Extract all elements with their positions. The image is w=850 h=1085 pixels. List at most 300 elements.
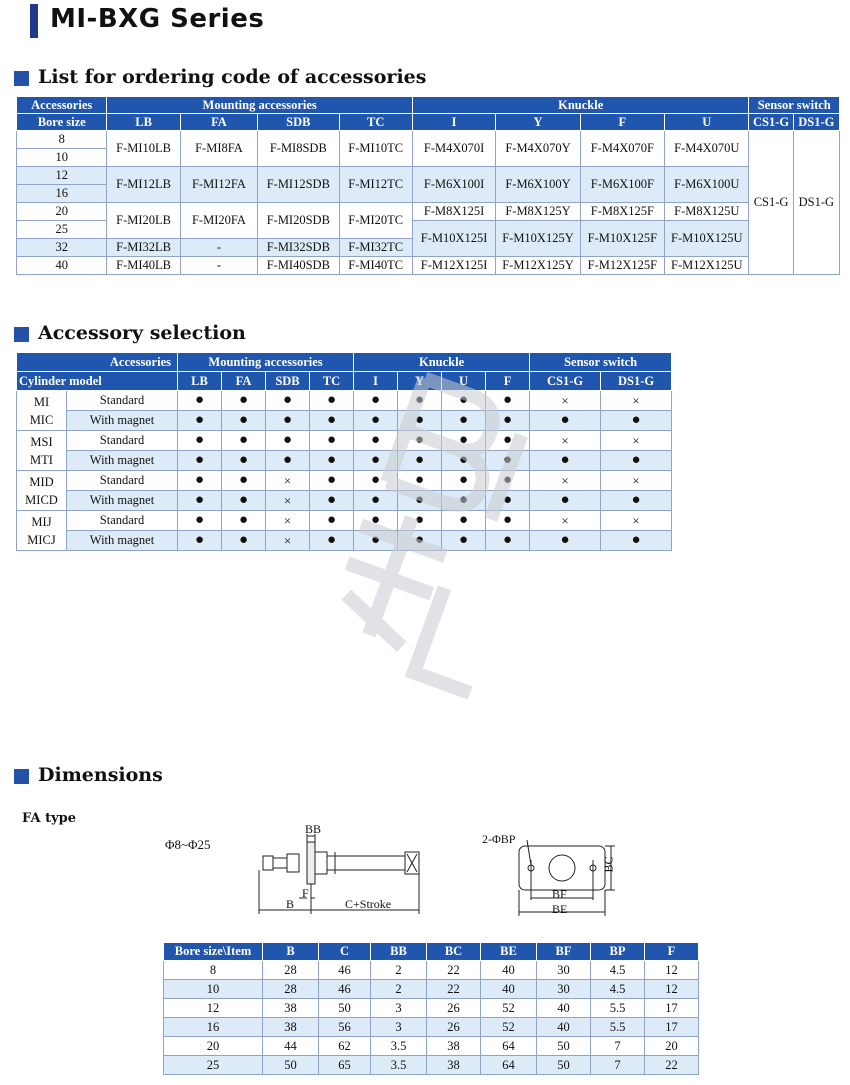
availability-cell [442, 511, 486, 531]
dimensions-table [163, 942, 699, 1075]
bore-cell: 16 [164, 1018, 263, 1037]
code-cell: F-MI40SDB [258, 257, 339, 275]
availability-cell [486, 391, 530, 411]
available-dot-icon: ● [326, 532, 337, 548]
availability-cell [222, 431, 266, 451]
dimension-cell: 12 [645, 961, 699, 980]
variant-cell: Standard [67, 511, 178, 531]
available-dot-icon: ● [631, 532, 641, 548]
available-dot-icon: ● [459, 392, 469, 408]
availability-cell [310, 471, 354, 491]
dimension-cell: 5.5 [591, 1018, 645, 1037]
available-dot-icon: ● [194, 412, 205, 428]
availability-cell [530, 491, 601, 511]
unavailable-cross-icon: × [283, 472, 292, 488]
bore-cell: 10 [164, 980, 263, 999]
availability-cell [530, 471, 601, 491]
cylinder-model-cell [17, 511, 67, 551]
availability-cell [354, 471, 398, 491]
col-header: B [263, 943, 319, 961]
available-dot-icon: ● [459, 452, 469, 468]
dimension-cell: 56 [319, 1018, 371, 1037]
series-header [0, 0, 850, 40]
accessory-selection-table [16, 352, 672, 551]
availability-cell [354, 431, 398, 451]
ordering-code-table [16, 96, 840, 275]
availability-cell [354, 411, 398, 431]
code-cell: F-M6X100Y [496, 167, 580, 203]
code-cell: F-MI40LB [107, 257, 180, 275]
available-dot-icon: ● [326, 432, 337, 448]
dimension-cell: 30 [537, 980, 591, 999]
dimension-cell: 3.5 [371, 1056, 427, 1075]
code-cell: F-M4X070Y [496, 131, 580, 167]
section-square-icon [14, 769, 29, 784]
col-header: BP [591, 943, 645, 961]
code-cell: F-M4X070I [412, 131, 495, 167]
availability-cell [601, 471, 672, 491]
availability-cell [178, 471, 222, 491]
col-header: TC [310, 372, 354, 391]
col-header: TC [339, 114, 412, 131]
availability-cell [442, 451, 486, 471]
code-cell: F-MI20LB [107, 203, 180, 239]
code-cell: F-M8X125U [665, 203, 749, 221]
availability-cell [178, 491, 222, 511]
available-dot-icon: ● [371, 492, 381, 508]
availability-cell [178, 411, 222, 431]
available-dot-icon: ● [459, 432, 469, 448]
available-dot-icon: ● [238, 392, 249, 408]
availability-cell [354, 451, 398, 471]
available-dot-icon: ● [631, 412, 641, 428]
available-dot-icon: ● [415, 392, 425, 408]
available-dot-icon: ● [415, 512, 425, 528]
dim-be-label: BE [552, 902, 568, 916]
available-dot-icon: ● [459, 492, 469, 508]
dimension-cell: 28 [263, 961, 319, 980]
availability-cell [266, 411, 310, 431]
dimension-cell: 52 [481, 1018, 537, 1037]
availability-cell [310, 391, 354, 411]
availability-cell [530, 451, 601, 471]
available-dot-icon: ● [238, 532, 249, 548]
model-line: MIJ [31, 514, 52, 529]
available-dot-icon: ● [238, 432, 249, 448]
dimension-cell: 50 [537, 1056, 591, 1075]
dimension-cell: 38 [427, 1056, 481, 1075]
available-dot-icon: ● [326, 472, 337, 488]
fa-type-label: FA type [22, 811, 76, 826]
bore-cell: 40 [17, 257, 107, 275]
code-cell: F-M6X100I [412, 167, 495, 203]
available-dot-icon: ● [459, 512, 469, 528]
dimension-cell: 50 [537, 1037, 591, 1056]
bore-cell: 20 [17, 203, 107, 221]
code-cell: F-MI40TC [339, 257, 412, 275]
col-header: F [645, 943, 699, 961]
section-square-icon [14, 71, 29, 86]
table-row [17, 411, 672, 431]
dimension-cell: 52 [481, 999, 537, 1018]
col-header: I [354, 372, 398, 391]
corner-bore-size: Bore size [17, 114, 107, 131]
available-dot-icon: ● [238, 512, 249, 528]
available-dot-icon: ● [371, 452, 381, 468]
title-accent-bar [30, 4, 38, 38]
code-cell: F-M12X125I [412, 257, 495, 275]
code-cell: F-MI12FA [180, 167, 257, 203]
dimension-cell: 3 [371, 1018, 427, 1037]
available-dot-icon: ● [503, 532, 513, 548]
available-dot-icon: ● [282, 452, 293, 468]
dimension-cell: 20 [645, 1037, 699, 1056]
dimension-cell: 46 [319, 980, 371, 999]
dimension-cell: 40 [537, 1018, 591, 1037]
code-cell: F-M8X125Y [496, 203, 580, 221]
table-row [17, 391, 672, 411]
available-dot-icon: ● [238, 472, 249, 488]
dimension-cell: 26 [427, 999, 481, 1018]
col-header: BE [481, 943, 537, 961]
available-dot-icon: ● [459, 472, 469, 488]
bore-cell: 12 [164, 999, 263, 1018]
availability-cell [442, 391, 486, 411]
page-title: MI-BXG Series [50, 4, 265, 34]
bore-cell: 20 [164, 1037, 263, 1056]
available-dot-icon: ● [194, 452, 205, 468]
dimension-cell: 50 [263, 1056, 319, 1075]
col-header: BF [537, 943, 591, 961]
bore-cell: 10 [17, 149, 107, 167]
model-line: MICJ [27, 532, 56, 547]
availability-cell [442, 411, 486, 431]
availability-cell [486, 531, 530, 551]
dimension-cell: 38 [427, 1037, 481, 1056]
variant-cell: With magnet [67, 531, 178, 551]
available-dot-icon: ● [238, 452, 249, 468]
availability-cell [398, 491, 442, 511]
availability-cell [178, 431, 222, 451]
available-dot-icon: ● [326, 392, 337, 408]
availability-cell [486, 431, 530, 451]
available-dot-icon: ● [503, 492, 513, 508]
available-dot-icon: ● [415, 472, 425, 488]
dimension-cell: 28 [263, 980, 319, 999]
available-dot-icon: ● [282, 392, 293, 408]
col-header: I [412, 114, 495, 131]
available-dot-icon: ● [503, 392, 513, 408]
availability-cell [601, 511, 672, 531]
model-line: MID [29, 474, 54, 489]
available-dot-icon: ● [194, 392, 205, 408]
availability-cell [266, 511, 310, 531]
available-dot-icon: ● [371, 432, 381, 448]
cylinder-model-cell [17, 391, 67, 431]
availability-cell [442, 491, 486, 511]
col-header: SDB [266, 372, 310, 391]
available-dot-icon: ● [415, 532, 425, 548]
group-knuckle: Knuckle [412, 97, 749, 114]
table-row [164, 1056, 699, 1075]
availability-cell [398, 451, 442, 471]
available-dot-icon: ● [560, 452, 570, 468]
unavailable-cross-icon: × [283, 492, 292, 508]
available-dot-icon: ● [415, 452, 425, 468]
code-cell: F-MI10LB [107, 131, 180, 167]
code-cell: - [180, 257, 257, 275]
bore-cell: 25 [164, 1056, 263, 1075]
dimension-cell: 64 [481, 1037, 537, 1056]
available-dot-icon: ● [326, 452, 337, 468]
dimension-cell: 44 [263, 1037, 319, 1056]
code-cell: F-MI8SDB [258, 131, 339, 167]
bore-cell: 8 [17, 131, 107, 149]
dimension-cell: 38 [263, 1018, 319, 1037]
col-header: DS1-G [601, 372, 672, 391]
availability-cell [398, 431, 442, 451]
table-row [17, 431, 672, 451]
availability-cell [601, 431, 672, 451]
availability-cell [398, 411, 442, 431]
col-header: U [442, 372, 486, 391]
availability-cell [398, 471, 442, 491]
available-dot-icon: ● [326, 512, 337, 528]
availability-cell [601, 411, 672, 431]
available-dot-icon: ● [415, 492, 425, 508]
sensor-cell: CS1-G [749, 131, 793, 275]
code-cell: F-MI12SDB [258, 167, 339, 203]
available-dot-icon: ● [503, 512, 513, 528]
group-knuckle: Knuckle [354, 353, 530, 372]
availability-cell [178, 451, 222, 471]
bore-cell: 25 [17, 221, 107, 239]
model-line: MIC [29, 412, 54, 427]
availability-cell [601, 491, 672, 511]
dimension-cell: 65 [319, 1056, 371, 1075]
available-dot-icon: ● [371, 512, 381, 528]
unavailable-cross-icon: × [632, 392, 640, 408]
model-line: MI [33, 394, 50, 409]
available-dot-icon: ● [459, 412, 469, 428]
available-dot-icon: ● [503, 452, 513, 468]
model-line: MICD [25, 492, 58, 507]
code-cell: F-MI20TC [339, 203, 412, 239]
availability-cell [354, 491, 398, 511]
available-dot-icon: ● [282, 412, 293, 428]
code-cell: F-M10X125U [665, 221, 749, 257]
unavailable-cross-icon: × [283, 512, 292, 528]
availability-cell [398, 391, 442, 411]
availability-cell [310, 491, 354, 511]
availability-cell [266, 491, 310, 511]
code-cell: F-M12X125F [580, 257, 664, 275]
availability-cell [530, 531, 601, 551]
unavailable-cross-icon: × [561, 432, 569, 448]
available-dot-icon: ● [194, 492, 205, 508]
code-cell: F-MI20FA [180, 203, 257, 239]
available-dot-icon: ● [503, 412, 513, 428]
col-header: CS1-G [530, 372, 601, 391]
availability-cell [601, 391, 672, 411]
dimension-cell: 3 [371, 999, 427, 1018]
available-dot-icon: ● [459, 532, 469, 548]
col-header: DS1-G [793, 114, 839, 131]
code-cell: F-MI32SDB [258, 239, 339, 257]
dimension-cell: 2 [371, 961, 427, 980]
bore-cell: 8 [164, 961, 263, 980]
section-dimensions-title: Dimensions [38, 764, 163, 786]
code-cell: - [180, 239, 257, 257]
variant-cell: Standard [67, 431, 178, 451]
availability-cell [442, 431, 486, 451]
corner-accessories: Accessories [17, 97, 107, 114]
availability-cell [530, 391, 601, 411]
dimension-cell: 38 [263, 999, 319, 1018]
availability-cell [601, 531, 672, 551]
code-cell: F-MI12TC [339, 167, 412, 203]
availability-cell [486, 491, 530, 511]
code-cell: F-MI32TC [339, 239, 412, 257]
availability-cell [178, 511, 222, 531]
dimension-cell: 12 [645, 980, 699, 999]
table-row [164, 1037, 699, 1056]
table-row [17, 451, 672, 471]
available-dot-icon: ● [194, 472, 205, 488]
table-row [164, 961, 699, 980]
bore-range-label: Φ8~Φ25 [165, 837, 211, 852]
dimension-cell: 62 [319, 1037, 371, 1056]
dimension-cell: 40 [481, 961, 537, 980]
group-sensor-switch: Sensor switch [530, 353, 672, 372]
availability-cell [398, 511, 442, 531]
available-dot-icon: ● [194, 432, 205, 448]
dim-c-stroke-label: C+Stroke [345, 897, 392, 911]
unavailable-cross-icon: × [632, 472, 640, 488]
variant-cell: With magnet [67, 491, 178, 511]
available-dot-icon: ● [194, 532, 205, 548]
available-dot-icon: ● [282, 432, 293, 448]
col-header: BB [371, 943, 427, 961]
availability-cell [310, 531, 354, 551]
availability-cell [222, 451, 266, 471]
col-header: F [580, 114, 664, 131]
available-dot-icon: ● [371, 472, 381, 488]
dimension-cell: 22 [427, 980, 481, 999]
availability-cell [601, 451, 672, 471]
variant-cell: With magnet [67, 411, 178, 431]
col-header: SDB [258, 114, 339, 131]
code-cell: F-MI8FA [180, 131, 257, 167]
dimension-cell: 2 [371, 980, 427, 999]
dimension-cell: 3.5 [371, 1037, 427, 1056]
availability-cell [178, 391, 222, 411]
availability-cell [530, 511, 601, 531]
available-dot-icon: ● [371, 532, 381, 548]
availability-cell [222, 531, 266, 551]
dimension-cell: 46 [319, 961, 371, 980]
available-dot-icon: ● [560, 532, 570, 548]
availability-cell [222, 491, 266, 511]
dimension-cell: 5.5 [591, 999, 645, 1018]
dimension-cell: 17 [645, 999, 699, 1018]
section-selection-title: Accessory selection [38, 322, 246, 344]
available-dot-icon: ● [631, 492, 641, 508]
code-cell: F-M4X070F [580, 131, 664, 167]
availability-cell [222, 511, 266, 531]
available-dot-icon: ● [194, 512, 205, 528]
col-header: C [319, 943, 371, 961]
available-dot-icon: ● [326, 492, 337, 508]
table-row [164, 999, 699, 1018]
dimension-cell: 30 [537, 961, 591, 980]
unavailable-cross-icon: × [632, 512, 640, 528]
dim-b-label: B [286, 897, 295, 911]
code-cell: F-M12X125Y [496, 257, 580, 275]
availability-cell [310, 411, 354, 431]
dim-bb-label: BB [305, 822, 322, 836]
availability-cell [530, 411, 601, 431]
col-header: F [486, 372, 530, 391]
available-dot-icon: ● [560, 492, 570, 508]
availability-cell [486, 511, 530, 531]
available-dot-icon: ● [631, 452, 641, 468]
availability-cell [530, 431, 601, 451]
availability-cell [398, 531, 442, 551]
available-dot-icon: ● [503, 432, 513, 448]
code-cell: F-MI32LB [107, 239, 180, 257]
dim-f-label: F [302, 886, 309, 900]
availability-cell [310, 451, 354, 471]
code-cell: F-M6X100F [580, 167, 664, 203]
available-dot-icon: ● [371, 392, 381, 408]
code-cell: F-MI12LB [107, 167, 180, 203]
corner-accessories: Accessories [17, 353, 178, 372]
dimension-cell: 22 [427, 961, 481, 980]
dim-bp-label: 2-ΦBP [482, 832, 516, 846]
table-row [17, 531, 672, 551]
availability-cell [354, 531, 398, 551]
dimension-cell: 40 [481, 980, 537, 999]
availability-cell [310, 511, 354, 531]
dimension-cell: 7 [591, 1037, 645, 1056]
code-cell: F-M4X070U [665, 131, 749, 167]
dimension-cell: 4.5 [591, 980, 645, 999]
dim-bc-label: BC [601, 856, 616, 873]
col-header: LB [107, 114, 180, 131]
dimension-cell: 22 [645, 1056, 699, 1075]
code-cell: F-M8X125I [412, 203, 495, 221]
corner-bore-size-item: Bore size\Item [164, 943, 263, 961]
table-row [17, 471, 672, 491]
unavailable-cross-icon: × [283, 532, 292, 548]
cylinder-model-cell [17, 431, 67, 471]
available-dot-icon: ● [238, 412, 249, 428]
col-header: U [665, 114, 749, 131]
code-cell: F-M10X125F [580, 221, 664, 257]
cylinder-model-cell [17, 471, 67, 511]
dim-bf-label: BF [552, 887, 567, 901]
availability-cell [178, 531, 222, 551]
availability-cell [266, 391, 310, 411]
dimension-cell: 64 [481, 1056, 537, 1075]
col-header: Y [496, 114, 580, 131]
bore-cell: 16 [17, 185, 107, 203]
group-mounting-accessories: Mounting accessories [107, 97, 412, 114]
group-mounting-accessories: Mounting accessories [178, 353, 354, 372]
dimension-cell: 26 [427, 1018, 481, 1037]
col-header: CS1-G [749, 114, 793, 131]
